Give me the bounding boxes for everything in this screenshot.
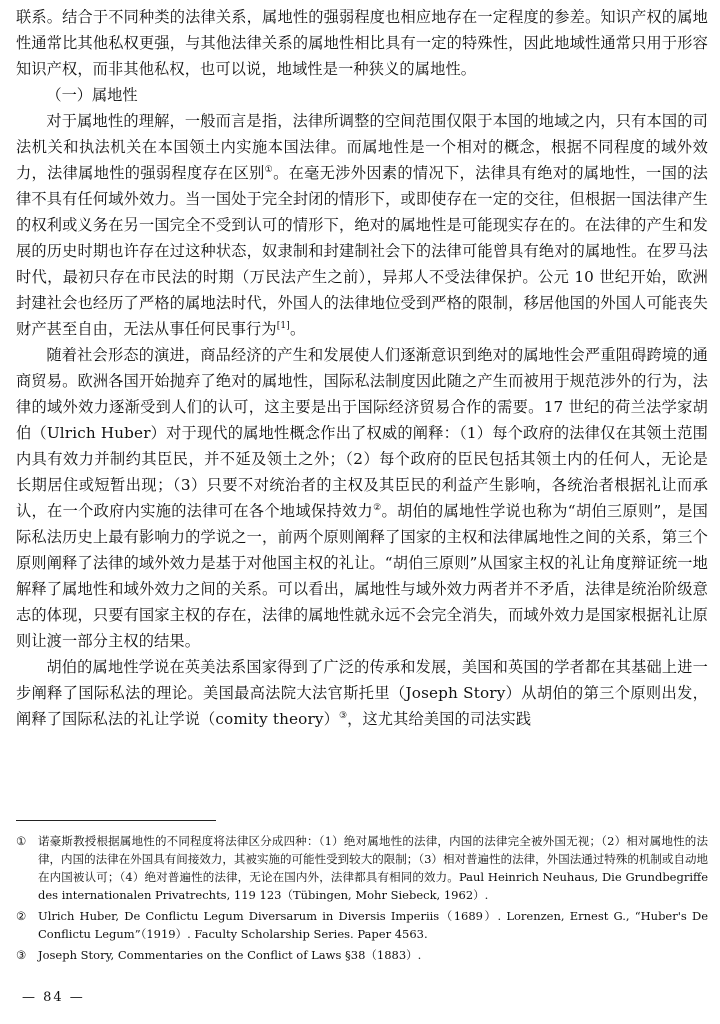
section-heading: （一）属地性 [46, 86, 138, 104]
footnote-1 [16, 832, 708, 904]
paragraph-story: 胡伯的属地性学说在英美法系国家得到了广泛的传承和发展，美国和英国的学者都在其基础上进一步阐释了国际私法的理论。美国最高法院大法官斯托里（Joseph Story）从胡伯的第三个原则出发，阐释了国际私法的礼让学说（comity theory）③，这尤其给美国的司法实践 [16, 658, 708, 728]
footnote-ref-3[interactable]: ③ [338, 710, 348, 721]
footnote-2 [16, 907, 708, 943]
footnote-divider [16, 820, 216, 821]
paragraph-territoriality: 对于属地性的理解，一般而言是指，法律所调整的空间范围仅限于本国的地域之内，只有本国的司法机关和执法机关在本国领土内实施本国法律。而属地性是一个相对的概念，根据不同程度的域外效力，法律属地性的强弱程度存在区别①。在毫无涉外因素的情况下，法律具有绝对的属地性，一国的法律不具有任何域外效力。当一国处于完全封闭的情形下，或即使存在一定的交往，但根据一国法律产生的权利或义务在另一国完全不受到认可的情形下，绝对的属地性是可能现实存在的。在法律的产生和发展的历史时期也许存在过这种状态，奴隶制和封建制社会下的法律可能曾具有绝对的属地性。在罗马法时代，最初只存在市民法的时期（万民法产生之前），异邦人不受法律保护。公元 10 世纪开始，欧洲封建社会也经历了严格的属地法时代，外国人的法律地位受到严格的限制，移居他国的外国人可能丧失财产甚至自由，无法从事任何民事行为[1]。 [16, 112, 709, 338]
footnotes [16, 832, 708, 967]
footnote-marker: ③ [16, 948, 27, 962]
page-number: — 84 — [22, 990, 85, 1005]
footnote-marker: ① [16, 834, 27, 848]
footnote-ref-1[interactable]: ① [264, 164, 274, 175]
footnote-ref-2[interactable]: ② [373, 502, 382, 513]
footnote-text: Ulrich Huber, De Conflictu Legum Diversarum in Diversis Imperiis（1689）. Lorenzen, Ernest G., “Huber's De Conflictu Legum”（1919）. Faculty Scholarship Series. Paper 4563. [38, 909, 708, 941]
paragraph-huber: 随着社会形态的演进，商品经济的产生和发展使人们逐渐意识到绝对的属地性会严重阻碍跨境的通商贸易。欧洲各国开始抛弃了绝对的属地性，国际私法制度因此随之产生而被用于规范涉外的行为，法律的域外效力逐渐受到人们的认可，这主要是出于国际经济贸易合作的需要。17 世纪的荷兰法学家胡伯（Ulrich Huber）对于现代的属地性概念作出了权威的阐释：（1）每个政府的法律仅在其领土范围内具有效力并制约其臣民，并不延及领土之外；（2）每个政府的臣民包括其领土内的任何人，无论是长期居住或短暂出现；（3）只要不对统治者的主权及其臣民的利益产生影响，各统治者根据礼让而承认，在一个政府内实施的法律可在各个地域保持效力②。胡伯的属地性学说也称为“胡伯三原则”，是国际私法历史上最有影响力的学说之一，前两个原则阐释了国家的主权和法律属地性之间的关系，第三个原则阐释了法律的域外效力是基于对他国主权的礼让。“胡伯三原则”从国家主权的礼让角度辩证统一地解释了属地性和域外效力之间的关系。可以看出，属地性与域外效力两者并不矛盾，法律是统治阶级意志的体现，只要有国家主权的存在，法律的属地性就永远不会完全消失，而域外效力是国家根据礼让原则让渡一部分主权的结果。 [16, 346, 708, 650]
footnote-3 [16, 946, 708, 964]
main-text [16, 4, 708, 732]
reference-ref-1: [1] [276, 320, 290, 331]
paragraph-continued: 联系。结合于不同种类的法律关系，属地性的强弱程度也相应地存在一定程度的参差。知识产权的属地性通常比其他私权更强，与其他法律关系的属地性相比具有一定的特殊性，因此地域性通常只用于形容知识产权，而非其他私权，也可以说，地域性是一种狭义的属地性。 [16, 8, 708, 78]
footnote-text: Joseph Story, Commentaries on the Conflict of Laws §38（1883）. [38, 948, 422, 962]
footnote-marker: ② [16, 909, 27, 923]
footnote-text: 诺豪斯教授根据属地性的不同程度将法律区分成四种：（1）绝对属地性的法律，内国的法律完全被外国无视；（2）相对属地性的法律，内国的法律在外国具有间接效力，其被实施的可能性受到较大的限制；（3）相对普遍性的法律，外国法通过特殊的机制或自动地在内国被认可；（4）绝对普遍性的法律，无论在国内外，法律都具有相同的效力。Paul Heinrich Neuhaus, Die Grundbegriffe des internationalen Privatrechts, 119 123（Tübingen, Mohr Siebeck, 1962）. [38, 834, 708, 902]
